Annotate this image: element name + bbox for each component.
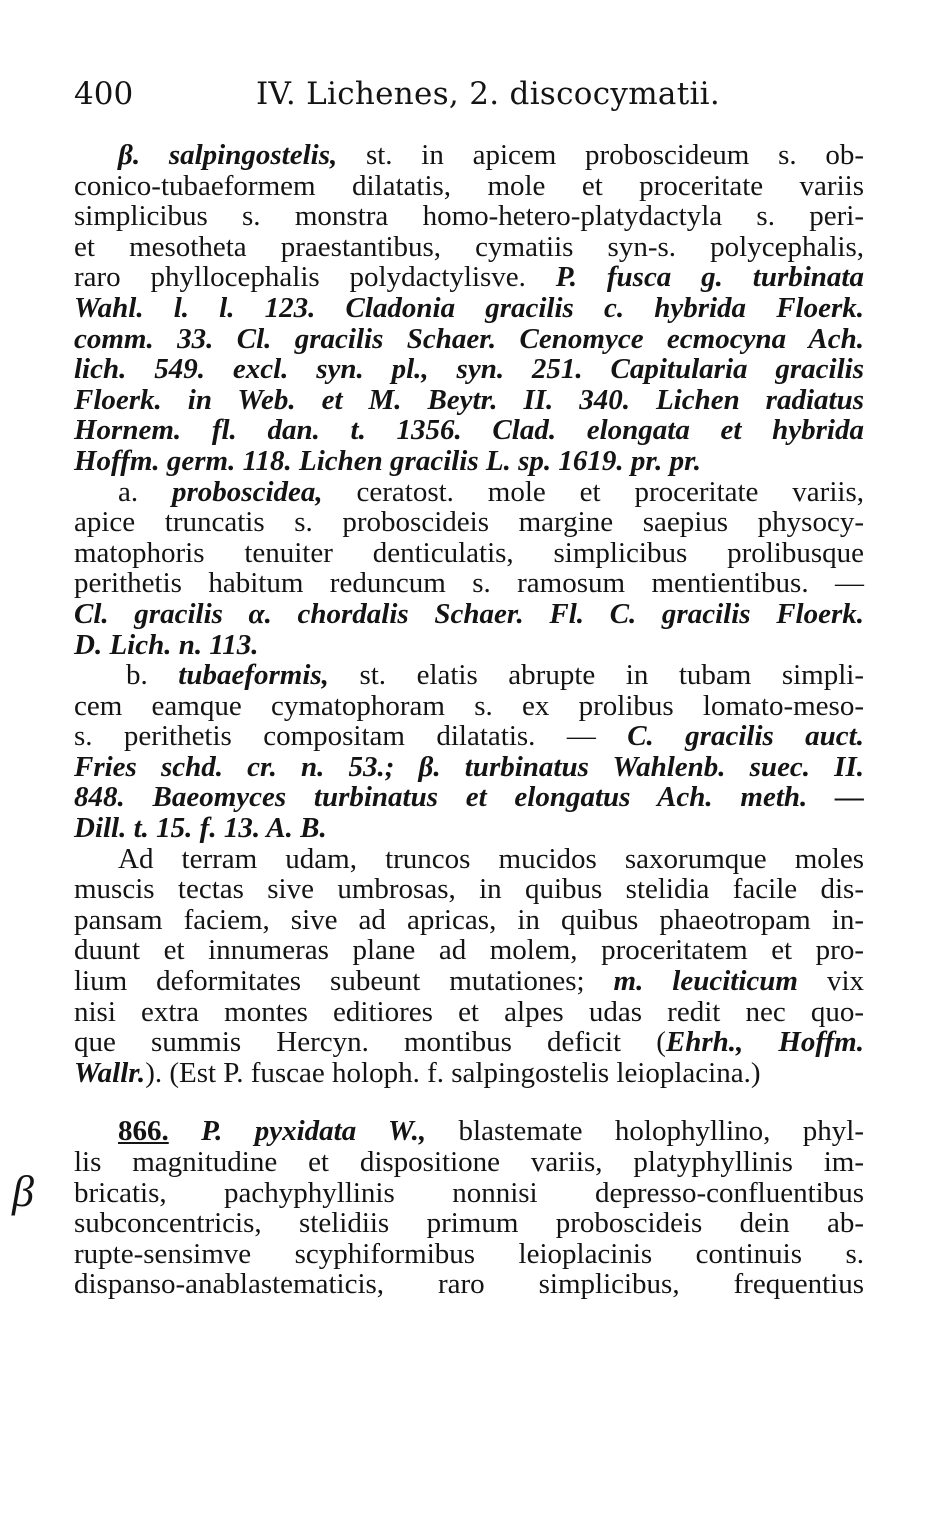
text-run: pansam faciem, sive ad apricas, in quibus phaeotropam in- xyxy=(74,903,864,936)
text-line xyxy=(74,1027,864,1058)
text-line xyxy=(74,691,864,722)
text-run: muscis tectas sive umbrosas, in quibus stelidia facile dis- xyxy=(74,873,864,906)
italic-run: lich. 549. excl. syn. pl., syn. 251. Capitularia gracilis xyxy=(74,353,864,386)
text-line xyxy=(74,874,864,905)
italic-run: C. gracilis auct. xyxy=(627,720,864,753)
text-line xyxy=(74,905,864,936)
text-run: que summis Hercyn. montibus deficit ( xyxy=(74,1026,666,1059)
text-line xyxy=(74,232,864,263)
italic-run: 848. Baeomyces turbinatus et elongatus Ach. meth. — xyxy=(74,781,864,814)
text-line xyxy=(74,752,864,783)
text-run: nisi extra montes editiores et alpes udas redit nec quo- xyxy=(74,995,864,1028)
italic-run: proboscidea, xyxy=(172,475,323,508)
text-line xyxy=(74,293,864,324)
text-run: et mesotheta praestantibus, cymatiis syn-s. polycephalis, xyxy=(74,230,864,263)
text-line xyxy=(74,660,864,691)
text-line xyxy=(74,262,864,293)
text-line xyxy=(74,1239,864,1270)
italic-run: tubaeformis, xyxy=(178,659,329,692)
paragraph-gap xyxy=(74,1088,864,1116)
text-line xyxy=(74,171,864,202)
text-run: dispanso-anablastematicis, raro simplicibus, frequentius xyxy=(74,1268,864,1301)
text-line xyxy=(74,385,864,416)
text-run: lis magnitudine et dispositione variis, platyphyllinis im- xyxy=(74,1146,864,1178)
text-run: cem eamque cymatophoram s. ex prolibus lomato-meso- xyxy=(74,689,864,722)
text-run: ). (Est P. fuscae holoph. f. salpingostelis leioplacina.) xyxy=(145,1056,761,1089)
italic-run: m. leuciticum xyxy=(613,965,798,998)
text-run: perithetis habitum reduncum s. ramosum mentientibus. — xyxy=(74,567,864,600)
text-run: Ad terram udam, truncos mucidos saxorumque moles xyxy=(118,842,864,875)
text-line xyxy=(74,1269,864,1300)
text-run: rupte-sensimve scyphiformibus leioplacinis continuis s. xyxy=(74,1237,864,1270)
text-run: lium deformitates subeunt mutationes; xyxy=(74,965,614,998)
running-header xyxy=(74,72,864,116)
text-line xyxy=(74,630,864,661)
italic-run: Cl. gracilis α. chordalis Schaer. Fl. C. gracilis Floerk. xyxy=(74,597,864,630)
text-line xyxy=(74,415,864,446)
text-run: apice truncatis s. proboscideis margine saepius physocy- xyxy=(74,506,864,539)
text-run: matophoris tenuiter denticulatis, simplicibus prolibusque xyxy=(74,536,864,569)
page-body-text xyxy=(74,140,864,1300)
text-line xyxy=(74,997,864,1028)
italic-run: Floerk. in Web. et M. Beytr. II. 340. Lichen radiatus xyxy=(74,383,864,416)
text-line xyxy=(74,782,864,813)
text-line xyxy=(74,1147,864,1178)
text-run: st. elatis abrupte in tubam simpli- xyxy=(328,659,865,692)
text-run xyxy=(169,1115,201,1147)
text-run: s. perithetis compositam dilatatis. — xyxy=(74,720,628,753)
text-line xyxy=(74,568,864,599)
text-line xyxy=(74,844,864,875)
italic-run: Wallr. xyxy=(74,1056,146,1089)
text-run: blastemate holophyllino, phyl- xyxy=(426,1115,864,1148)
text-line xyxy=(74,966,864,997)
text-run: st. in apicem proboscideum s. ob- xyxy=(337,139,864,171)
section-number: 866. xyxy=(118,1115,169,1148)
text-line xyxy=(74,813,864,844)
text-line xyxy=(74,1208,864,1239)
italic-run: comm. 33. Cl. gracilis Schaer. Cenomyce ecmocyna Ach. xyxy=(74,322,864,355)
text-line xyxy=(74,354,864,385)
italic-run: Hornem. fl. dan. t. 1356. Clad. elongata et hybrida xyxy=(74,414,864,447)
text-line xyxy=(74,1058,864,1089)
text-line xyxy=(74,446,864,477)
text-line xyxy=(74,1178,864,1209)
text-line xyxy=(74,140,864,171)
text-run: bricatis, pachyphyllinis nonnisi depresso-confluentibus xyxy=(74,1176,864,1209)
italic-run: P. pyxidata W., xyxy=(201,1115,427,1148)
handwritten-margin-note: β xyxy=(12,1167,34,1216)
text-line xyxy=(74,538,864,569)
text-line xyxy=(74,477,864,508)
italic-run: Hoffm. germ. 118. Lichen gracilis L. sp. 1619. pr. pr. xyxy=(74,444,702,477)
text-line xyxy=(74,324,864,355)
italic-run: Dill. t. 15. f. 13. A. B. xyxy=(74,812,327,845)
text-run: vix xyxy=(797,965,864,998)
running-title: IV. Lichenes, 2. discocymatii. xyxy=(256,76,721,112)
text-line xyxy=(74,507,864,538)
italic-run: Fries schd. cr. n. 53.; β. turbinatus Wahlenb. suec. II. xyxy=(74,750,864,783)
page-number: 400 xyxy=(74,76,134,112)
italic-run: Wahl. l. l. 123. Cladonia gracilis c. hybrida Floerk. xyxy=(74,291,864,324)
text-line xyxy=(74,599,864,630)
text-line xyxy=(74,201,864,232)
text-run: ceratost. mole et proceritate variis, xyxy=(322,475,864,508)
text-run: simplicibus s. monstra homo-hetero-platydactyla s. peri- xyxy=(74,200,864,233)
text-run: subconcentricis, stelidiis primum proboscideis dein ab- xyxy=(74,1207,864,1240)
italic-run: D. Lich. n. 113. xyxy=(74,628,259,661)
text-line xyxy=(74,721,864,752)
italic-run: P. fusca g. turbinata xyxy=(555,261,864,294)
text-run: a. xyxy=(118,475,172,508)
text-line xyxy=(74,935,864,966)
text-run: raro phyllocephalis polydactylisve. xyxy=(74,261,556,294)
text-run: conico-tubaeformem dilatatis, mole et proceritate variis xyxy=(74,169,864,202)
italic-run: Ehrh., Hoffm. xyxy=(665,1026,864,1059)
text-run: duunt et innumeras plane ad molem, proceritatem et pro- xyxy=(74,934,864,967)
text-run: b. xyxy=(126,659,179,692)
text-line xyxy=(74,1116,864,1147)
italic-run: β. salpingostelis, xyxy=(118,139,338,171)
